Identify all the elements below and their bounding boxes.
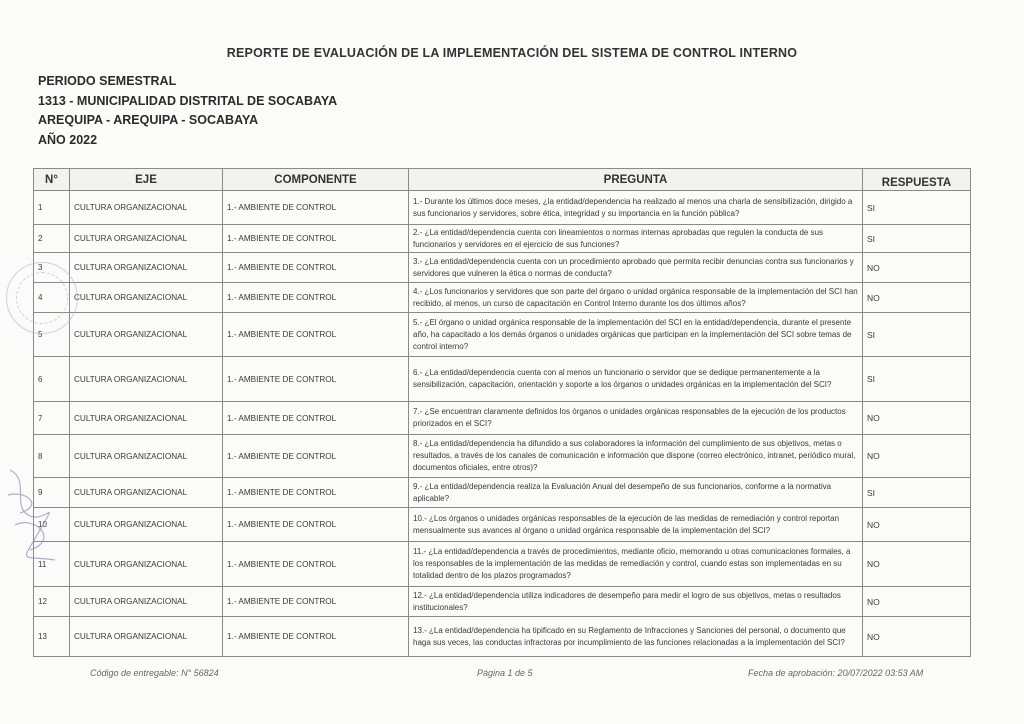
row-eje: CULTURA ORGANIZACIONAL xyxy=(70,225,223,253)
table-row xyxy=(34,587,971,617)
row-pregunta: 2.- ¿La entidad/dependencia cuenta con lineamientos o normas internas aprobadas que regulen la conducta de sus funcionarios y servidores en el ejercicio de sus funciones? xyxy=(409,225,863,253)
header-entity: 1313 - MUNICIPALIDAD DISTRITAL DE SOCABAYA xyxy=(38,93,338,108)
row-number: 6 xyxy=(34,357,70,402)
row-componente: 1.- AMBIENTE DE CONTROL xyxy=(223,617,409,657)
row-number: 9 xyxy=(34,478,70,508)
row-respuesta: NO xyxy=(863,253,971,283)
row-number: 8 xyxy=(34,435,70,478)
row-eje: CULTURA ORGANIZACIONAL xyxy=(70,357,223,402)
table-row xyxy=(34,478,971,508)
row-pregunta: 10.- ¿Los órganos o unidades orgánicas responsables de la ejecución de las medidas de remediación y control reportan mensualmente sus avances al órgano o unidad orgánica responsable de la implementación del SCI? xyxy=(409,508,863,542)
table-row xyxy=(34,357,971,402)
row-number: 1 xyxy=(34,191,70,225)
row-componente: 1.- AMBIENTE DE CONTROL xyxy=(223,478,409,508)
row-pregunta: 3.- ¿La entidad/dependencia cuenta con un procedimiento aprobado que permita recibir denuncias contra sus funcionarios y servidores que vulneren la ética o normas de conducta? xyxy=(409,253,863,283)
table-row xyxy=(34,542,971,587)
table-row xyxy=(34,435,971,478)
row-eje: CULTURA ORGANIZACIONAL xyxy=(70,283,223,313)
column-header-respuesta: RESPUESTA xyxy=(863,169,971,191)
row-respuesta: NO xyxy=(863,283,971,313)
circular-seal-icon xyxy=(6,262,78,334)
row-eje: CULTURA ORGANIZACIONAL xyxy=(70,617,223,657)
evaluation-table xyxy=(33,168,971,657)
row-pregunta: 1.- Durante los últimos doce meses, ¿la entidad/dependencia ha realizado al menos una charla de sensibilización, dirigido a sus funcionarios y servidores, sobre ética, integridad y su importancia en la función pública? xyxy=(409,191,863,225)
row-eje: CULTURA ORGANIZACIONAL xyxy=(70,191,223,225)
row-componente: 1.- AMBIENTE DE CONTROL xyxy=(223,508,409,542)
row-eje: CULTURA ORGANIZACIONAL xyxy=(70,478,223,508)
row-componente: 1.- AMBIENTE DE CONTROL xyxy=(223,587,409,617)
row-respuesta: NO xyxy=(863,617,971,657)
column-header-eje: EJE xyxy=(70,169,223,191)
row-pregunta: 11.- ¿La entidad/dependencia a través de procedimientos, mediante oficio, memorando u otras comunicaciones formales, a los responsables de la implementación de las medidas de remediación y control, cuando estas son implementadas en su totalidad dentro de los plazos programados? xyxy=(409,542,863,587)
row-eje: CULTURA ORGANIZACIONAL xyxy=(70,402,223,435)
table-row xyxy=(34,283,971,313)
row-componente: 1.- AMBIENTE DE CONTROL xyxy=(223,542,409,587)
row-componente: 1.- AMBIENTE DE CONTROL xyxy=(223,435,409,478)
table-header-row xyxy=(34,169,971,191)
row-number: 11 xyxy=(34,542,70,587)
row-componente: 1.- AMBIENTE DE CONTROL xyxy=(223,402,409,435)
row-respuesta: SI xyxy=(863,357,971,402)
header-year: AÑO 2022 xyxy=(38,132,98,147)
table-row xyxy=(34,617,971,657)
footer-deliverable-code: Código de entregable: N° 56824 xyxy=(90,668,219,678)
row-number: 2 xyxy=(34,225,70,253)
row-number: 3 xyxy=(34,253,70,283)
row-eje: CULTURA ORGANIZACIONAL xyxy=(70,508,223,542)
footer-page-number: Página 1 de 5 xyxy=(477,668,533,678)
row-componente: 1.- AMBIENTE DE CONTROL xyxy=(223,191,409,225)
row-number: 7 xyxy=(34,402,70,435)
table-row xyxy=(34,225,971,253)
row-componente: 1.- AMBIENTE DE CONTROL xyxy=(223,253,409,283)
row-respuesta: SI xyxy=(863,478,971,508)
row-respuesta: SI xyxy=(863,313,971,357)
row-respuesta: NO xyxy=(863,402,971,435)
table-row xyxy=(34,313,971,357)
column-header-pregunta: PREGUNTA xyxy=(409,169,863,191)
row-number: 13 xyxy=(34,617,70,657)
column-header-num: N° xyxy=(34,169,70,191)
row-respuesta: NO xyxy=(863,435,971,478)
report-title: REPORTE DE EVALUACIÓN DE LA IMPLEMENTACIÓN DEL SISTEMA DE CONTROL INTERNO xyxy=(226,46,798,60)
table-row xyxy=(34,508,971,542)
row-number: 4 xyxy=(34,283,70,313)
row-componente: 1.- AMBIENTE DE CONTROL xyxy=(223,283,409,313)
row-pregunta: 12.- ¿La entidad/dependencia utiliza indicadores de desempeño para medir el logro de sus objetivos, metas o resultados institucionales? xyxy=(409,587,863,617)
table-row xyxy=(34,253,971,283)
row-pregunta: 7.- ¿Se encuentran claramente definidos los órganos o unidades orgánicas responsables de la ejecución de los productos priorizados en el SCI? xyxy=(409,402,863,435)
row-pregunta: 5.- ¿El órgano o unidad orgánica responsable de la implementación del SCI en la entidad/dependencia, durante el presente año, ha capacitado a los demás órganos o unidades orgánicas que participan en la implementación del SCI sobre temas de control interno? xyxy=(409,313,863,357)
report-header xyxy=(38,72,337,150)
row-pregunta: 4.- ¿Los funcionarios y servidores que son parte del órgano o unidad orgánica responsable de la implementación del SCI han recibido, al menos, un curso de capacitación en Control Interno durante los dos últimos años? xyxy=(409,283,863,313)
row-number: 10 xyxy=(34,508,70,542)
row-eje: CULTURA ORGANIZACIONAL xyxy=(70,542,223,587)
row-respuesta: NO xyxy=(863,508,971,542)
row-componente: 1.- AMBIENTE DE CONTROL xyxy=(223,225,409,253)
row-pregunta: 8.- ¿La entidad/dependencia ha difundido a sus colaboradores la información del cumplimiento de sus objetivos, metas o resultados, a través de los canales de comunicación e información que dispone (correo electrónico, intranet, periódico mural, documentos oficiales, entre otros)? xyxy=(409,435,863,478)
row-eje: CULTURA ORGANIZACIONAL xyxy=(70,435,223,478)
footer-approval-date: Fecha de aprobación: 20/07/2022 03:53 AM xyxy=(748,668,924,678)
row-eje: CULTURA ORGANIZACIONAL xyxy=(70,253,223,283)
handwritten-signature-icon xyxy=(0,455,90,575)
header-location: AREQUIPA - AREQUIPA - SOCABAYA xyxy=(38,113,259,127)
row-respuesta: SI xyxy=(863,225,971,253)
column-header-componente: COMPONENTE xyxy=(223,169,409,191)
row-number: 5 xyxy=(34,313,70,357)
row-pregunta: 9.- ¿La entidad/dependencia realiza la Evaluación Anual del desempeño de sus funcionarios, conforme a la normativa aplicable? xyxy=(409,478,863,508)
table-row xyxy=(34,402,971,435)
table-row xyxy=(34,191,971,225)
row-pregunta: 6.- ¿La entidad/dependencia cuenta con al menos un funcionario o servidor que se dedique permanentemente a la sensibilización, capacitación, orientación y soporte a los órganos o unidades orgánicas en la implementación del SCI? xyxy=(409,357,863,402)
row-pregunta: 13.- ¿La entidad/dependencia ha tipificado en su Reglamento de Infracciones y Sanciones del personal, o documento que haga sus veces, las conductas infractoras por incumplimiento de las funciones relacionadas a la implementación del SCI? xyxy=(409,617,863,657)
row-eje: CULTURA ORGANIZACIONAL xyxy=(70,313,223,357)
row-respuesta: SI xyxy=(863,191,971,225)
row-number: 12 xyxy=(34,587,70,617)
row-respuesta: NO xyxy=(863,542,971,587)
row-componente: 1.- AMBIENTE DE CONTROL xyxy=(223,357,409,402)
row-respuesta: NO xyxy=(863,587,971,617)
row-eje: CULTURA ORGANIZACIONAL xyxy=(70,587,223,617)
row-componente: 1.- AMBIENTE DE CONTROL xyxy=(223,313,409,357)
header-period: PERIODO SEMESTRAL xyxy=(38,74,177,88)
